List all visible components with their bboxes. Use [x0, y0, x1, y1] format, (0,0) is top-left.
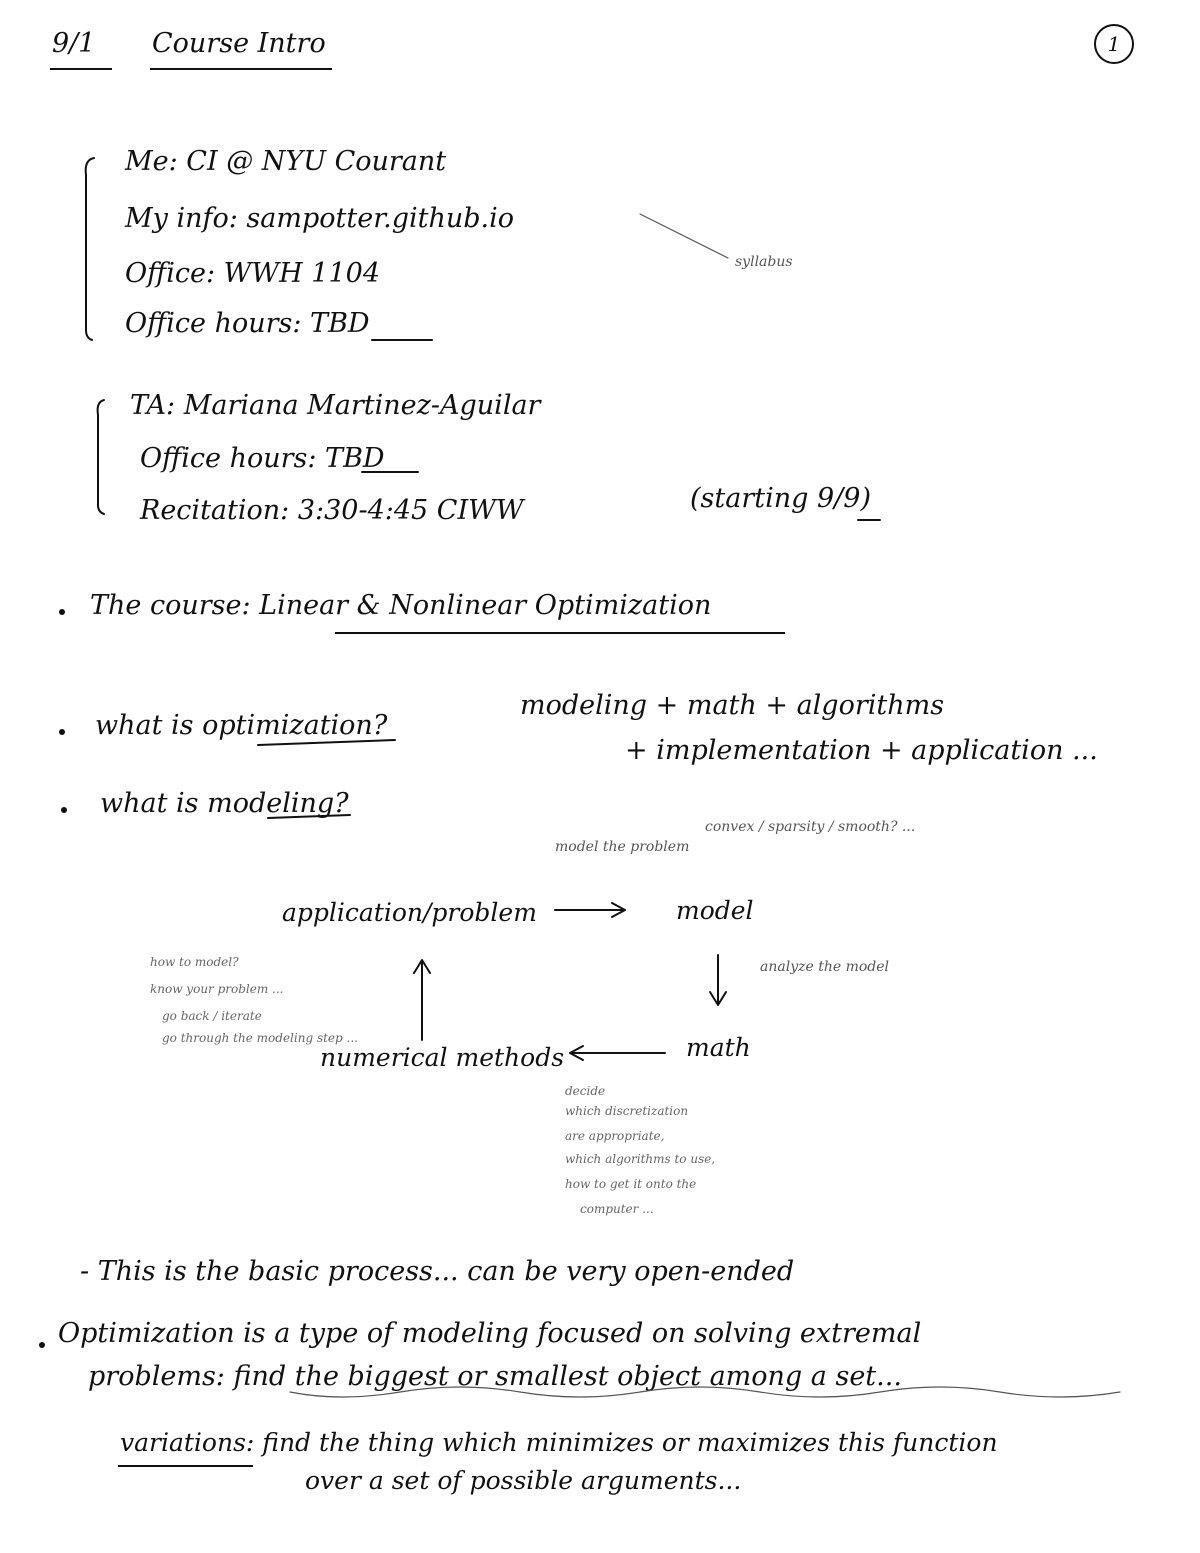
basic-process-note: - This is the basic process... can be very open-ended [80, 1256, 795, 1287]
note-math-4: which algorithms to use, [565, 1152, 716, 1166]
course-line: The course: Linear & Nonlinear Optimization [90, 590, 712, 621]
diagram-math: math [686, 1033, 751, 1062]
optimization-answer-2: + implementation + application ... [625, 735, 1098, 766]
ta-recitation: Recitation: 3:30-4:45 CIWW [140, 495, 524, 526]
arrow-numerical-to-app [414, 960, 430, 1040]
ta-office-hours: Office hours: TBD [140, 443, 385, 474]
syllabus-note: syllabus [735, 254, 793, 270]
variations-underline [118, 1465, 253, 1467]
instructor-info: My info: sampotter.github.io [125, 203, 515, 234]
optimization-question: what is optimization? [95, 710, 388, 741]
ta-bracket [98, 400, 104, 514]
ta-name: TA: Mariana Martinez-Aguilar [130, 390, 541, 421]
note-math-5: how to get it onto the [565, 1177, 697, 1191]
note-math-2: which discretization [565, 1104, 689, 1118]
note-model-problem: model the problem [555, 839, 690, 855]
instructor-office: Office: WWH 1104 [125, 258, 381, 289]
optimization-def-1: Optimization is a type of modeling focused on solving extremal [58, 1318, 922, 1349]
note-convex: convex / sparsity / smooth? ... [705, 819, 916, 835]
note-left-4: go through the modeling step ... [162, 1031, 358, 1045]
note-analyze: analyze the model [760, 959, 890, 975]
diagram-model: model [676, 896, 754, 925]
modeling-bullet [61, 807, 67, 813]
arrow-math-to-numerical [570, 1046, 665, 1060]
title-underline [150, 68, 332, 70]
variations-2: over a set of possible arguments... [305, 1466, 742, 1495]
note-left-1: how to model? [150, 955, 239, 969]
note-left-2: know your problem ... [150, 982, 284, 996]
diagram-numerical: numerical methods [320, 1043, 565, 1072]
variations-1: variations: find the thing which minimizes or maximizes this function [120, 1428, 998, 1457]
course-underline [335, 632, 785, 634]
instructor-bracket [86, 158, 94, 340]
header-date: 9/1 [52, 28, 96, 59]
syllabus-connector [640, 214, 728, 258]
modeling-question: what is modeling? [100, 788, 349, 819]
ta-starting: (starting 9/9) [690, 483, 871, 514]
header-title: Course Intro [152, 28, 326, 59]
definition-bullet [39, 1342, 45, 1348]
instructor-office-hours: Office hours: TBD [125, 308, 370, 339]
arrow-app-to-model [555, 903, 625, 917]
course-bullet [59, 609, 65, 615]
instructor-me: Me: CI @ NYU Courant [125, 146, 447, 177]
page-number: 1 [1094, 24, 1134, 64]
arrow-model-to-math [710, 955, 726, 1005]
note-math-1: decide [565, 1084, 606, 1098]
optimization-answer-1: modeling + math + algorithms [520, 690, 945, 721]
note-math-6: computer ... [580, 1202, 654, 1216]
optimization-bullet [59, 729, 65, 735]
note-left-3: go back / iterate [162, 1009, 262, 1023]
date-underline [50, 68, 112, 70]
note-math-3: are appropriate, [565, 1129, 665, 1143]
diagram-application: application/problem [282, 898, 537, 927]
optimization-def-2: problems: find the biggest or smallest object among a set... [88, 1361, 902, 1392]
